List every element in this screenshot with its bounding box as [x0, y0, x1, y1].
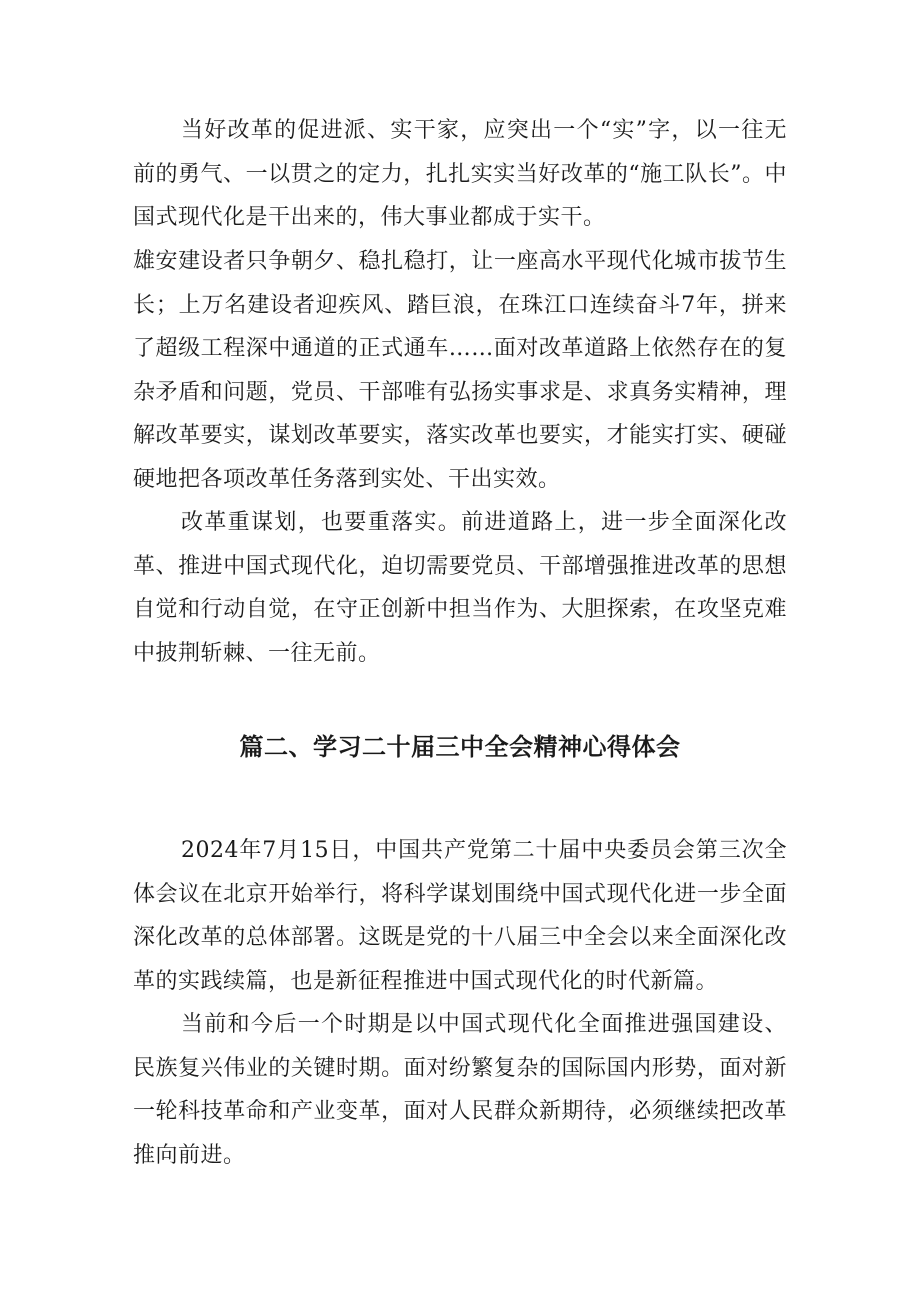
paragraph-reform-implementation: 改革重谋划，也要重落实。前进道路上，进一步全面深化改革、推进中国式现代化，迫切需要党员、干部增强推进改革的思想自觉和行动自觉，在守正创新中担当作为、大胆探索，在攻坚克难中披荆斩棘、一往无前。 — [133, 510, 787, 666]
section-title: 篇二、学习二十届三中全会精神心得体会 — [239, 733, 681, 761]
paragraph-current-period: 当前和今后一个时期是以中国式现代化全面推进强国建设、民族复兴伟业的关键时期。面对纷繁复杂的国际国内形势，面对新一轮科技革命和产业变革，面对人民群众新期待，必须继续把改革推向前进。 — [133, 1012, 787, 1168]
paragraph-plenary-session: 2024年7月15日，中国共产党第二十届中央委员会第三次全体会议在北京开始举行，将科学谋划围绕中国式现代化进一步全面深化改革的总体部署。这既是党的十八届三中全会以来全面深化改革的实践续篇，也是新征程推进中国式现代化的时代新篇。 — [133, 838, 787, 994]
paragraph-reform-practitioner: 当好改革的促进派、实干家，应突出一个“实”字，以一往无前的勇气、一以贯之的定力，扎扎实实当好改革的“施工队长”。中国式现代化是干出来的，伟大事业都成于实干。 — [133, 118, 787, 230]
paragraph-xiongan-builders: 雄安建设者只争朝夕、稳扎稳打，让一座高水平现代化城市拔节生长；上万名建设者迎疾风、踏巨浪，在珠江口连续奋斗7年，拼来了超级工程深中通道的正式通车……面对改革道路上依然存在的复杂矛盾和问题，党员、干部唯有弘扬实事求是、求真务实精神，理解改革要实，谋划改革要实，落实改革也要实，才能实打实、硬碰硬地把各项改革任务落到实处、干出实效。 — [133, 249, 787, 492]
